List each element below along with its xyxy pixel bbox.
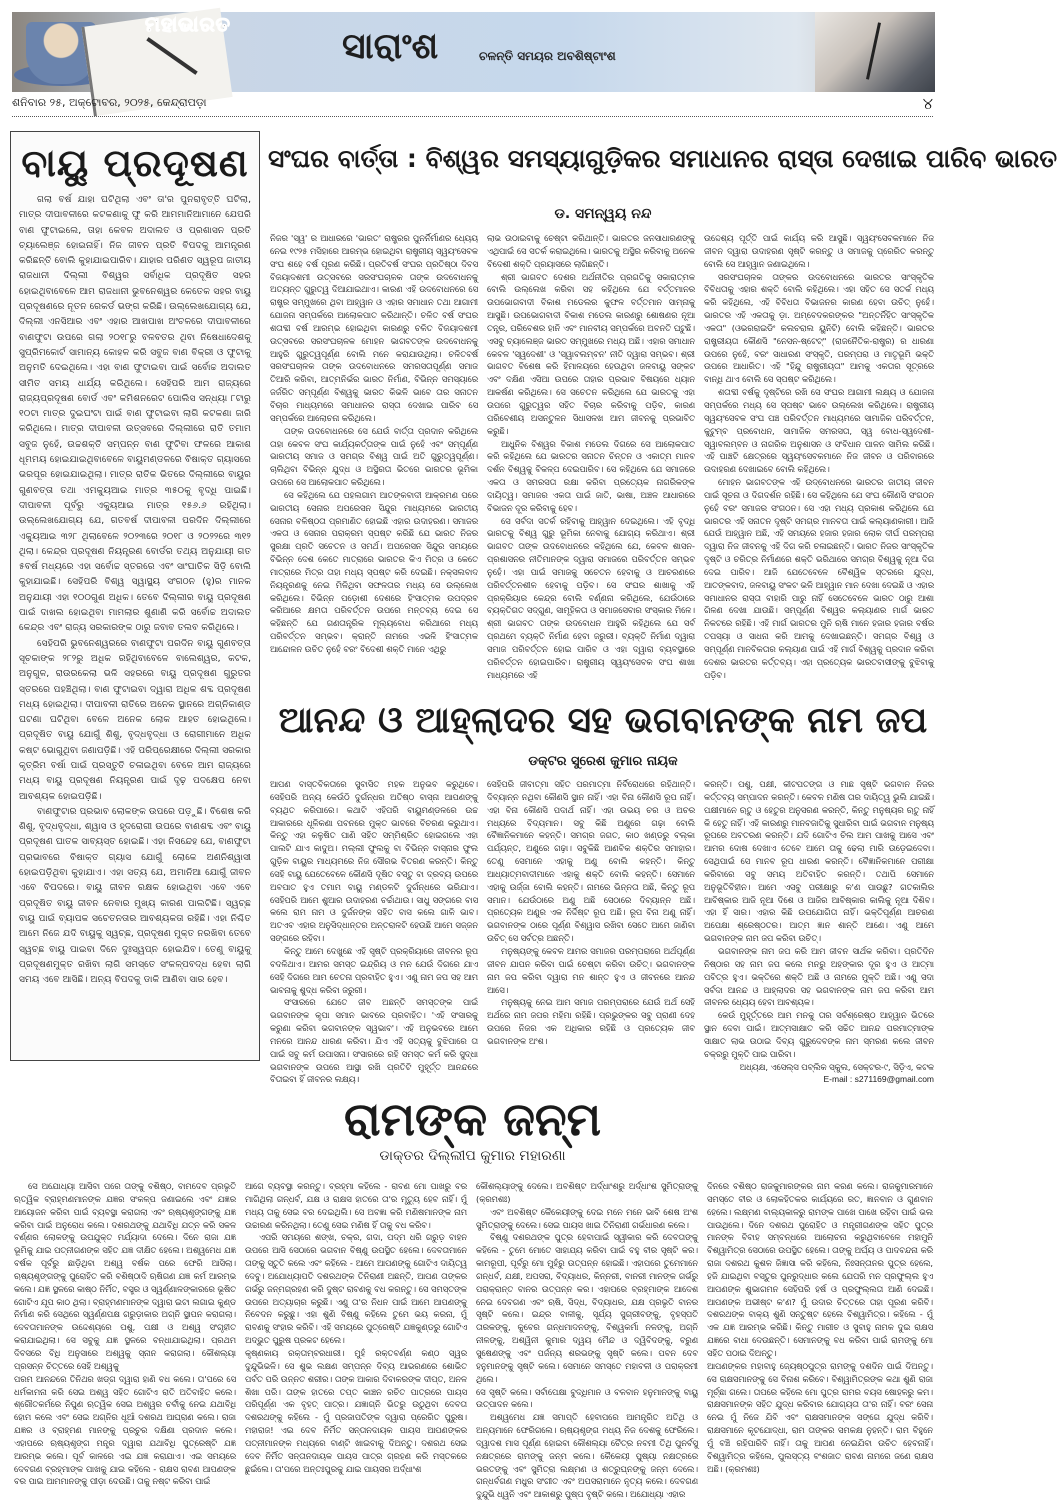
article-paragraph: ବିଷ୍ଣୁ ଦଶରଥଙ୍କ ପୁତ୍ର ହେବାପାଇଁ ସ୍ୱୀକାର କରି ଦେବତାଙ୍କୁ କହିଲେ - ତୁମେ ମୋତେ ସାହାଯ୍ୟ କରିବା ପାଇଁ ବହୁ ବୀର ସୃଷ୍ଟି କର। କାମରୂପୀ, ପୂର୍ବରୁ ମୋ ମୁହଁରୁ ଉତ୍ପନ୍ନ ହୋଇଛି। ଏହାପରେ ତୁମେମାନେ ଗନ୍ଧର୍ବ, ଯକ୍ଷୀ, ଅପସରା, ବିଦ୍ୟାଧର, କିନ୍ନରୀ, ବାନରୀ ମାନଙ୍କ ଗର୍ଭରୁ ପରାକ୍ରାନ୍ତ ବାନର ଉତ୍ପନ୍ନ କର। ଏହାପରେ ବ୍ରହ୍ମାଙ୍କ ଆଦେଶ ନେଇ ଦେବଗଣ ଏବଂ ଋଷି, ସିଦ୍ଧ, ବିଦ୍ୟାଧର, ଯକ୍ଷ ପ୍ରଭୃତି ବାନର ସୃଷ୍ଟି କଲେ। ଇନ୍ଦ୍ର ବାଳୀକୁ, ସୂର୍ଯ୍ୟ ସୁଗ୍ରୀବଙ୍କୁ, ବୃହସ୍ପତି ତାରକଙ୍କୁ, କୁବେର ଗନ୍ଧମାଦନଙ୍କୁ, ବିଶ୍ୱକର୍ମା ନଳଙ୍କୁ, ଅଗ୍ନି ନୀଳଙ୍କୁ, ଅଶ୍ୱିନୀ କୁମାର ଦ୍ୱୟ ମୈନ୍ଦ ଓ ଦ୍ୱିବିଦଙ୍କୁ, ବରୁଣ ସୁଷେଣଙ୍କୁ ଏବଂ ପର୍ଜନ୍ୟ ଶରଭଙ୍କୁ ସୃଷ୍ଟି କଲେ। ପବନ ଦେବ ହନୁମାନଙ୍କୁ ସୃଷ୍ଟି କଲେ। ସେମାନେ ସମସ୍ତେ ମହାବଳୀ ଓ ପରାକ୍ରମୀ ଥିଲେ। <box>476 1232 698 1384</box>
article-paragraph: ମନୁଷ୍ୟକୁ ନେଇ ଆମ ସମାଜ ପରମ୍ପରାରେ ଯେଉଁ ଅର୍ଥ ସେହି ଅର୍ଥରେ ନାମ ଜପର ମହିମା ରହିଛି। ପ୍ରଭୁଙ୍କର ସବୁ ପ୍ରାଣୀ ଦେହ ଉପରେ ନିଜର ଏକ ଅଧିକାର ରହିଛି ଓ ପ୍ରତ୍ୟେକ ଜୀବ ଭଗବାନଙ୍କ ଅଂଶ। <box>487 997 695 1046</box>
article-paragraph: ଏବଂ ଅବଶିଷ୍ଟ କୈକେୟୀଙ୍କୁ ଦେଇ ମନେ ମନେ ଭାବି ଶେଷ ଅଂଶ ସୁମିତ୍ରାଙ୍କୁ ଦେଲେ। ସେଇ ପାୟସ ଖାଇ ତିନିରାଣୀ ଗର୍ଭଧାରଣ କଲେ। <box>476 1206 698 1230</box>
article-2-byline: ଡକ୍ଟର ସୁରେଶ କୁମାର ନାୟକ <box>528 754 678 769</box>
article-paragraph: କିନ୍ତୁ ଆମେ ଦେଖୁଛେ ଏହି ସୃଷ୍ଟି ପ୍ରକ୍ରିୟାରେ ଜୀବନର ରୂପ ବଦଳିଥାଏ। ଆମର ସମସ୍ତ ଇନ୍ଦ୍ରିୟ ଓ ମନ ଯେଉଁ ଦିଗରେ ଯାଏ ସେହି ଦିଗରେ ଆମ ଚେତନା ପ୍ରବାହିତ ହୁଏ। ଏଣୁ ନାମ ଜପ ସହ ଆମ ଭାବନାକୁ ଶୁଦ୍ଧ କରିବା ଜରୁରୀ। <box>270 945 478 995</box>
masthead-logo: ମହାଭାରତ <box>145 12 231 36</box>
article-paragraph: ସେ ସୃଷ୍ଟି କଲେ। ସର୍ବାପେକ୍ଷା ବୁଦ୍ଧିମାନ ଓ ବଳବାନ ହନୁମାନଙ୍କୁ ବାୟୁ ଉତ୍ପାଦନ କଲେ। <box>476 1386 698 1410</box>
section-title: ସାରାଂଶ <box>342 26 439 67</box>
article-2-column-3 <box>704 778 934 1085</box>
article-1-column-2 <box>487 232 695 685</box>
article-paragraph: ଉଦ୍ଦେଶ୍ୟ ପୂର୍ତ୍ତି ପାଇଁ କାର୍ଯ୍ୟ କରି ଆସୁଛି। ସ୍ୱୟଂସେବକମାନେ ନିଜ ଜୀବନ ଦ୍ୱାରା ଉଦାହରଣ ସୃଷ୍ଟି କରନ୍ତୁ ଓ ସମାଜକୁ ପ୍ରେରିତ କରନ୍ତୁ ବୋଲି ସେ ଆହ୍ୱାନ ଜଣାଇଥିଲେ। <box>704 233 934 269</box>
editorial-paragraph: ସେହିପରି ଭୁବନେଶ୍ୱରରେ ବାଣଫୁଟା ପରଦିନ ବାୟୁ ଗୁଣବତ୍ତା ସୂଚକାଙ୍କ ୨୮୨ରୁ ଅଧିକ ରହିଥିବାବେଳେ ବାଲେଶ୍ୱର, କଟକ, ଅନୁଗୁଳ, ରାଉରକେଲା ଭଳି ସହରରେ ବାୟୁ ପ୍ରଦୂଷଣ ଗୁରୁତର ସ୍ତରରେ ପହଞ୍ଚିଥିଲା। ବାଣ ଫୁଟାଇବା ଦ୍ୱାରା ଅଧିକ ଶବ୍ଦ ପ୍ରଦୂଷଣ ମଧ୍ୟ ହୋଇଥିଲା। ଦୀପାବଳୀ ରାତିରେ ଅନେକ ସ୍ଥାନରେ ଅଗ୍ନିକାଣ୍ଡ ଘଟଣା ଘଟିଥିବା ବେଳେ ଅନେକ ଲୋକ ଆହତ ହୋଇଥିଲେ। ପ୍ରଦୂଷିତ ବାୟୁ ଯୋଗୁଁ ଶିଶୁ, ବୃଦ୍ଧବୃଦ୍ଧା ଓ ରୋଗୀମାନେ ଅଧିକ କଷ୍ଟ ଭୋଗୁଥିବା ଜଣାପଡ଼ିଛି। ଏହି ପରିପ୍ରେକ୍ଷୀରେ ଦିଲ୍ଲୀ ସରକାର କୃତ୍ରିମ ବର୍ଷା ପାଇଁ ପ୍ରସ୍ତୁତି ଚଳାଇଥିବା ବେଳେ ଆମ ରାଜ୍ୟରେ ମଧ୍ୟ ବାୟୁ ପ୍ରଦୂଷଣ ନିୟନ୍ତ୍ରଣ ପାଇଁ ଦୃଢ଼ ପଦକ୍ଷେପ ନେବା ଆବଶ୍ୟକ ହୋଇପଡ଼ିଛି। <box>19 637 251 802</box>
dateline: ଶନିବାର ୨୫, ଅକ୍ଟୋବର, ୨୦୨୫, କେନ୍ଦ୍ରାପଡ଼ା <box>12 96 207 109</box>
article-paragraph: ମୋହନ ଭାଗବତଙ୍କ ଏହି ଉଦ୍‌ବୋଧନରେ ଭାରତର ଜାତୀୟ ଜୀବନ ପାଇଁ ସୂଚନା ଓ ଦିଗଦର୍ଶନ ରହିଛି। ସେ କହିଥିଲେ ଯେ ସଂଘ କୌଣସି ସଂଗଠନ ନୁହେଁ ବରଂ ସମାଜର ସଂଗଠନ। ସେ ଏହା ମଧ୍ୟ ପ୍ରକାଶ କରିଥିଲେ ଯେ ଭାରତର ଏହି ସନାତନ ଦୃଷ୍ଟି ସମଗ୍ର ମାନବତା ପାଇଁ କଲ୍ୟାଣକାରୀ। ଆଜି ଯେଉଁ ଆହ୍ୱାନ ଅଛି, ଏହି ସମୟରେ ହଜାର ହଜାର ଲୋକ ଦୀର୍ଘ ପରମ୍ପରା ଦ୍ୱାରା ନିଜ ଜୀବନକୁ ଏହି ଦିଗ କରି ଚଳାଇଛନ୍ତି। ଭାରତ ନିଜର ସାଂସ୍କୃତିକ ଦୃଷ୍ଟି ଓ ଚରିତ୍ର ନିର୍ମାଣରେ ଶକ୍ତି ଭରିଥାରେ ସମଗ୍ର ବିଶ୍ୱକୁ ନୂଆ ଦିଗ ଦେଇ ପାରିବ। ଆଜି ଯେତେବେଳେ ବୈଶ୍ୱିକ ସ୍ତରରେ ଯୁଦ୍ଧ, ଆତଙ୍କବାଦ, ଜଳବାୟୁ ସଂକଟ ଭଳି ଆହ୍ୱାନ ମାନ ଦେଖା ଦେଇଛି ଓ ଏହାର ସମାଧାନର ରାସ୍ତା ବାହାରି ପାରୁ ନାହିଁ ସେତେବେଳେ ଭାରତ ଠାରୁ ଆଶା ଗିଳଣ ଦେଖା ଯାଉଛି। ସମ୍ପୂର୍ଣ୍ଣ ବିଶ୍ୱର କଲ୍ୟାଣର ମାର୍ଗ ଭାରତ ନିକଟରେ ରହିଛି। ଏହି ମାର୍ଗ ଭାରତର ମୁନି ଋଷି ମାନେ ହଜାର ହଜାର ବର୍ଷର ତପସ୍ୟା ଓ ସାଧନା କରି ଆମକୁ ଦେଖାଇଛନ୍ତି। ସମଗ୍ର ବିଶ୍ୱ ଓ ସମ୍ପୂର୍ଣ୍ଣ ମାନବିକତାର କଲ୍ୟାଣ ପାଇଁ ଏହି ମାର୍ଗ ବିଶ୍ୱକୁ ପ୍ରଦାନ କରିବା ଦେଶର ଭାରତର କର୍ତ୍ତବ୍ୟ। ଏହା ପ୍ରତ୍ୟେକ ଭାରତବାସୀଙ୍କୁ ବୁଝିବାକୁ ପଡ଼ିବ। <box>704 477 934 680</box>
article-3-column-2 <box>245 1180 467 1474</box>
article-paragraph: ଲାଭ ଉଠାଇବାକୁ ଚେଷ୍ଟା କରିଥାନ୍ତି। ଭାରତର ଜନସାଧାରଣଙ୍କୁ ଏଥିପାଇଁ ସେ ସତର୍କ କରାଇଥିଲେ। ଭାରତକୁ ଅସ୍ଥିର କରିବାକୁ ଅନେକ ବିଦେଶୀ ଶକ୍ତି ପ୍ରୟାସରେ ଲାଗିଛନ୍ତି। <box>487 233 695 269</box>
article-paragraph: ଦିନରେ ବଶିଷ୍ଠ ରାଜକୁମାରଙ୍କର ନାମ କରଣ କଲେ। ରାଜକୁମାରମାନେ ସମସ୍ତେ ବୀର ଓ ଲୋକହିତକର କାର୍ଯ୍ୟରେ ରତ, ଜ୍ଞାନବାନ ଓ ଗୁଣବାନ ହେଲେ। ଲକ୍ଷ୍ମଣ ବାଲ୍ୟକାଳରୁ ରାମଙ୍କ ପାଖେ ପାଖେ ରହିବା ପାଇଁ ଭଲ ପାଉଥିଲେ। ଦିନେ ଦଶରଥ ପୁରୋହିତ ଓ ମନ୍ତ୍ରୀଗଣଙ୍କ ସହିତ ପୁତ୍ର ମାନଙ୍କ ବିବାହ ସମ୍ବନ୍ଧରେ ଆଲୋଚନା କରୁଥିବାବେଳେ ମହାମୁନି ବିଶ୍ୱାମିତ୍ର ସେଠାରେ ଉପସ୍ଥିତ ହେଲେ। ତାଙ୍କୁ ଅର୍ଘ୍ୟ ଓ ପାଦବନ୍ଦନା କରି ରାଜା ଦଶରଥ କୁଶଳ ଜିଜ୍ଞାସା କରି କହିଲେ, ନିଃସନ୍ତାନର ପୁତ୍ର ହେଲେ, ହଜି ଯାଇଥିବା ବସ୍ତୁର ପୁନରୁଦ୍ଧାର କଲେ ଯେପରି ମନ ପ୍ରଫୁଲ୍ଲ ହୁଏ ଆପଣଙ୍କ ଶୁଭାଗମନ ସେହିପରି ହର୍ଷ ଓ ପ୍ରଫୁଲ୍ଲତା ଆଣି ଦେଇଛି। ଆପଣଙ୍କ ଅଭୀଷ୍ଟ କ'ଣ? ମୁଁ ଉଦାର ଚିତ୍ତରେ ତାହା ପୂରଣ କରିବି। ଦଶରଥଙ୍କ ବାକ୍ୟ ଶୁଣି ସନ୍ତୁଷ୍ଟ ହେଲେ ବିଶ୍ୱାମିତ୍ର। କହିଲେ - ମୁଁ ଏକ ଯଜ୍ଞ ଆରମ୍ଭ କରିଛି। କିନ୍ତୁ ମାରୀଚ ଓ ସୁବାହୁ ନାମକ ଦୁଇ ରାକ୍ଷସ ଯଜ୍ଞରେ ବାଧା ଦେଉଛନ୍ତି। ସେମାନଙ୍କୁ ବଧ କରିବା ପାଇଁ ରାମଙ୍କୁ ମୋ ସହିତ ପଠାଇ ଦିଅନ୍ତୁ। <box>707 1181 933 1358</box>
section-banner <box>12 12 935 92</box>
editorial-box <box>10 131 260 1061</box>
article-paragraph: ଶତାବ୍ଦୀ ବର୍ଷକୁ ଦୃଷ୍ଟିରେ ରଖି ସେ ସଂଘର ଆଗାମୀ ଲକ୍ଷ୍ୟ ଓ ଯୋଜନା ସମ୍ପର୍କରେ ମଧ୍ୟ ସେ ସ୍ପଷ୍ଟ ଭାବେ ଉଲ୍ଲେଖ କରିଥିଲେ। ରାଷ୍ଟ୍ରୀୟ ସ୍ୱୟଂସେବକ ସଂଘ ପଞ୍ଚ ପରିବର୍ତ୍ତନ ମାଧ୍ୟମରେ ସାମାଜିକ ପରିବର୍ତ୍ତନ, କୁଟୁମ୍ବ ପ୍ରବୋଧନ, ସାମାଜିକ ସମରସତା, ସ୍ୱ ବୋଧ-ସ୍ୱଦେଶୀ-ସ୍ୱାବଲମ୍ବନ ଓ ନାଗରିକ ଅନୁଶାସନ ଓ ସଂବିଧାନ ପାଳନ ସାମିଲ କରିଛି। ଏହି ପାଞ୍ଚଟି କ୍ଷେତ୍ରରେ ସ୍ୱୟଂସେବକମାନେ ନିଜ ଜୀବନ ଓ ପରିବାରରେ ଉଦାହରଣ ଦେଖାଇବେ ବୋଲି କହିଥିଲେ। <box>704 387 934 475</box>
article-paragraph: କେଉଁ ମୁହୂର୍ତ୍ତରେ ଆମ ମନକୁ ତାର ସର୍ବଶ୍ରେଷ୍ଠ ଆହ୍ୱାନ ଭିତରେ ସ୍ଥାନ ଦେବା ପାଇଁ। ଆତ୍ମସାକ୍ଷାତ କରି ସଚ୍ଚିତ ଆନନ୍ଦ ପରମାତ୍ମାଙ୍କ ସାକ୍ଷାତ ଲାଭ ଉଠାଇ ଦିବ୍ୟ ଗୁରୁଦେବଙ୍କ ନାମ ସ୍ମରଣ କଲେ ଜୀବନ ଚକ୍ରରୁ ମୁକ୍ତି ପାଇ ପାରିବା। <box>704 1010 934 1059</box>
article-3-column-3 <box>476 1180 698 1500</box>
article-paragraph: ଭଗବାନଙ୍କ ନାମ ଜପ କରି ଆମ ଜୀବନ ସାର୍ଥକ କରିବା। ପ୍ରତିଦିନ ନିଷ୍ଠାର ସହ ନାମ ଜପ କଲେ ମନରୁ ଅହଙ୍କାର ଦୂର ହୁଏ ଓ ଆତ୍ମା ପବିତ୍ର ହୁଏ। ଭକ୍ତିରେ ଶକ୍ତି ଅଛି ଓ ନାମରେ ମୁକ୍ତି ଅଛି। ଏଣୁ ସଦା ସର୍ବଦା ଆନନ୍ଦ ଓ ଆହ୍ଲାଦର ସହ ଭଗବାନଙ୍କ ନାମ ଜପ କରିବା ଆମ ଜୀବନର ଧ୍ୟେୟ ହେବା ଆବଶ୍ୟକ। <box>704 945 934 1008</box>
article-paragraph: ତାଙ୍କ ଉଦବୋଧନରେ ସେ ଯେଉଁ ବାର୍ତ୍ତା ପ୍ରଦାନ କରିଥିଲେ ତାହା କେବଳ ସଂଘ କାର୍ଯ୍ୟକର୍ତ୍ତାଙ୍କ ପାଇଁ ନୁହେଁ ଏବଂ ସମ୍ପୂର୍ଣ୍ଣ ଭାରତୀୟ ସମାଜ ଓ ସମଗ୍ର ବିଶ୍ୱ ପାଇଁ ଅତି ଗୁରୁତ୍ୱପୂର୍ଣ୍ଣ। ଚାଲିଥିବା ବିଭିନ୍ନ ଯୁଦ୍ଧ ଓ ଅସ୍ଥିରତା ଭିତରେ ଭାରତର ଭୂମିକା ଉପରେ ସେ ଆଲୋକପାତ କରିଥିଲେ। <box>270 425 478 488</box>
article-paragraph: ସେ ଅଯୋଧ୍ୟା ଆସିବା ପରେ ତାଙ୍କୁ ବଶିଷ୍ଠ, ବାମଦେବ ପ୍ରଭୃତି ଋତ୍ୱିକ ବ୍ରାହ୍ମଣମାନଙ୍କ ଯଜ୍ଞର ସଂକଳ୍ପ ଜଣାଇଲେ ଏବଂ ଯଜ୍ଞର ଆୟୋଜନ କରିବା ପାଇଁ ବ୍ୟବସ୍ଥା କରାଗଲା ଏବଂ ଋଷ୍ୟଶୃଙ୍ଗଙ୍କୁ ଯଜ୍ଞ କରିବା ପାଇଁ ଅନୁରୋଧ କଲେ। ଦଶରଥଙ୍କୁ ଯଥାବିଧି ଯତ୍ନ କରି ସକଳ ବର୍ଣ୍ଣର ଲୋକଙ୍କୁ ଉପଯୁକ୍ତ ମର୍ଯ୍ୟାଦା ଦେଲେ। ଦିନେ ରାଜା ଯଜ୍ଞ ଭୂମିକୁ ଯାଇ ପତ୍ନୀଗଣଙ୍କ ସହିତ ଯଜ୍ଞ ଦୀକ୍ଷିତ ହେଲେ। ଅଶ୍ୱମେଧ ଯଜ୍ଞ ବର୍ଷକ ପୂର୍ବରୁ ଛାଡ଼ିଥିବା ଅଶ୍ୱ ବର୍ଷକ ପରେ ଫେରି ଆସିଲା। ଋଷ୍ୟଶୃଙ୍ଗଙ୍କୁ ପୁରୋହିତ କରି ବଶିଷ୍ଠାଦି ଋଷିଗଣ ଯଜ୍ଞ କର୍ମ ଆରମ୍ଭ କଲେ। ଯଜ୍ଞ ସ୍ଥଳରେ କାଷ୍ଠ ନିର୍ମିତ, ବସ୍ତ୍ର ଓ ସ୍ୱର୍ଣ୍ଣାଳଙ୍କାରରେ ଭୂଷିତ ଗୋଟିଏ ଯୂପ କାଠ ଥିଲା। ବ୍ରାହ୍ମଣମାନଙ୍କ ଦ୍ୱାରା ଇଟା ଲଗାଇ କୁଣ୍ଡ ନିର୍ମାଣ କରି ସେଥିରେ ସ୍ୱର୍ଣ୍ଣପକ୍ଷ ଗରୁଡ଼ାକାର ଅଗ୍ନି ସ୍ଥାପନ କରାଗଲା। ଦେବତାମାନଙ୍କ ଉଦ୍ଦେଶ୍ୟରେ ପଶୁ, ପକ୍ଷୀ ଓ ଅଶ୍ୱ ସଂଗୃହୀତ କରାଯାଇଥିଲା। ସେ ସବୁକୁ ଯଜ୍ଞ ସ୍ଥଳରେ ବନ୍ଧାଯାଇଥିଲା। ପ୍ରଥମ ଦିବସରେ ବିଧି ଅନୁସାରେ ଅଶ୍ୱକୁ ସ୍ନାନ କରାଗଲା। କୌଶଲ୍ୟା ପ୍ରସନ୍ନ ଚିତ୍ତରେ ସେହି ଅଶ୍ୱକୁ <box>14 1181 236 1371</box>
article-paragraph: ଏପରି ସମୟରେ ଶଙ୍ଖ, ଚକ୍ର, ଗଦା, ପଦ୍ମ ଧରି ଗରୁଡ଼ ବାହନ ଉପରେ ଆସି ସେଠାରେ ଭଗବାନ ବିଷ୍ଣୁ ଉପସ୍ଥିତ ହେଲେ। ଦେବତାମାନେ ତାଙ୍କୁ ସ୍ତୁତି କଲେ ଏବଂ କହିଲେ - ଆମେ ଆପଣଙ୍କୁ ଗୋଟିଏ ଦାୟିତ୍ୱ ଦେବୁ। ଅଯୋଧ୍ୟାପତି ଦଶରଥଙ୍କ ତିନିରାଣୀ ଅଛନ୍ତି, ଆପଣ ତାଙ୍କର ଗର୍ଭରୁ ଜନ୍ମଗ୍ରହଣ କରି ଦୁଷ୍ଟ ରାବଣକୁ ବଧ କରନ୍ତୁ। ସେ ସମସ୍ତଙ୍କ ଉପରେ ଅତ୍ୟାଚାର କରୁଛି। ଏଣୁ ତା'ର ନିଧନ ପାଇଁ ଆମେ ଆପଣଙ୍କୁ ନିବେଦନ କରୁଛୁ। ଏହା ଶୁଣି ବିଷ୍ଣୁ କହିଲେ ତୁମେ ଭୟ କରନା, ମୁଁ ରାବଣକୁ ସଂହାର କରିବି। ଏହି ସମୟରେ ପୁତ୍ରେଷ୍ଟି ଯଜ୍ଞକୁଣ୍ଡରୁ ଗୋଟିଏ ଅଦ୍ଭୁତ ପୁରୁଷ ପ୍ରକଟ ହେଲେ। <box>245 1232 467 1346</box>
article-paragraph: ଆପଣଙ୍କର ମହାବାହୁ ଜ୍ୟେଷ୍ଠପୁତ୍ର ରାମଙ୍କୁ ଦଶଦିନ ପାଇଁ ଦିଅନ୍ତୁ। ସେ ରାକ୍ଷସମାନଙ୍କୁ ସେ ବିନାଶ କରିବେ। ବିଶ୍ୱାମିତ୍ରଙ୍କ କଥା ଶୁଣି ରାଜା ମୂର୍ଚ୍ଛା ଗଲେ। ତାପରେ କହିଲେ ମୋ ପୁତ୍ର ରାମର ବୟସ ଷୋହଳରୁ କମ। ରାକ୍ଷସମାନଙ୍କ ସହିତ ଯୁଦ୍ଧ କରିବାର ଯୋଗ୍ୟତା ତା'ର ନାହିଁ। ବରଂ ସେନା ନେଇ ମୁଁ ନିଜେ ଯିବି ଏବଂ ରାକ୍ଷସମାନଙ୍କ ସଙ୍ଗେ ଯୁଦ୍ଧ କରିବି। ରାକ୍ଷସମାନେ କୂଟଯୋଦ୍ଧା, ରାମ ତାଙ୍କର ସମକକ୍ଷ ନୁହନ୍ତି। ରାମ ବିହୁନେ ମୁଁ ବଞ୍ଚି ରହିପାରିବି ନାହିଁ। ତାକୁ ଆପଣ ନେଇଯିବା ଉଚିତ ହେବନାହିଁ। ବିଶ୍ୱାମିତ୍ର କହିଲେ, ପୁଲସ୍ତ୍ୟ ବଂଶଜାତ ରାବଣ ନାମରେ ଜଣେ ରାକ୍ଷସ ଅଛି। (କ୍ରମଶଃ) <box>707 1360 933 1474</box>
article-1-byline: ଡ. ସମନ୍ୱୟ ନନ୍ଦ <box>554 206 652 222</box>
editorial-title: ବାୟୁ ପ୍ରଦୂଷଣ <box>21 141 249 185</box>
article-1-column-1 <box>270 232 478 685</box>
article-paragraph: ସରସଂଘଚାଳକ ତାଙ୍କର ଉଦବୋଧନରେ ଭାରତର ସାଂସ୍କୃତିକ ବିବିଧତାକୁ ଏହାର ଶକ୍ତି ବୋଲି କହିଥିଲେ। ଏହା ସହିତ ସେ ସତର୍କ ମଧ୍ୟ କରି କହିଥିଲେ, ଏହି ବିବିଧତା ବିଭାଜନର କାରଣ ହେବା ଉଚିତ୍ ନୁହେଁ। ଭାରତର ଏହି ଏକତାକୁ ଡ଼ା. ଅମ୍ବେଦକରଙ୍କର "ଅନ୍ତର୍ନିହିତ ସାଂସ୍କୃତିକ ଏକତା" (ଓଭରରାଇଡିଂ କଲଚରାଲ ୟୁନିଟି) ବୋଲି କହିଛନ୍ତି। ଭାରତର ରାଷ୍ଟ୍ରୀୟତା କୌଣସି "ନେସନ-ଷ୍ଟେଟ୍" (ରାଜନୈତିକ-ରାଷ୍ଟ୍ର) ର ଧାରଣା ଉପରେ ନୁହେଁ, ବରଂ ସାଧାରଣ ସଂସ୍କୃତି, ପରମ୍ପରା ଓ ମାତୃଭୂମି ଭକ୍ତି ଉପରେ ଆଧାରିତ। ଏହି "ହିନ୍ଦୁ ରାଷ୍ଟ୍ରୀୟତା" ଆମକୁ ଏକତାର ସୂତ୍ରରେ ବାନ୍ଧି ଥାଏ ବୋଲି ସେ ସ୍ପଷ୍ଟ କରିଥିଲେ। <box>704 271 934 385</box>
author-email: E-mail : s271169@gmail.com <box>823 1074 934 1085</box>
header-divider <box>12 116 933 117</box>
article-paragraph: ପରମ ଆନନ୍ଦରେ ତିନିଥର ଖଡ୍ଗ ଦ୍ୱାରା ହାଣି ବଧ କଲେ। ତା'ପରେ ସେ ଧର୍ମକାମନା କରି ସେଇ ଅଶ୍ୱ ସହିତ ଗୋଟିଏ ରାତି ଅତିବାହିତ କଲେ। ଶ୍ରୌତକର୍ମରେ ନିପୁଣ ଋତ୍ୱିକ ସେଇ ଅଶ୍ୱର ଚର୍ବୀକୁ ନେଇ ଯଥାବିଧି ହୋମ କଲେ ଏବଂ ସେଇ ଅଗ୍ନିର ଧୂଆଁ ଦଶରଥ ଆଘ୍ରାଣ କଲେ। ରାଜା ଯଜ୍ଞର ଓ ବ୍ରାହ୍ମଣ ମାନଙ୍କୁ ପ୍ରଚୁର ଦକ୍ଷିଣା ପ୍ରଦାନ କଲେ। ଏହାପରେ ଋଷ୍ୟଶୃଙ୍ଗ ମନ୍ତ୍ର ଦ୍ୱାରା ଯଥାବିଧି ପୁତ୍ରେଷ୍ଟି ଯଜ୍ଞ ଆରମ୍ଭ କଲେ। ପୂର୍ବ କାଳରେ ଏଇ ଯଜ୍ଞ କରାଯାଏ। ଏଇ ସମୟରେ ଦେବଗଣ ବ୍ରହ୍ମାଙ୍କ ପାଖକୁ ଯାଇ କହିଲେ - ରାକ୍ଷସ ରାବଣ ଆପଣଙ୍କ ବର ପାଇ ଆମମାନଙ୍କୁ ପୀଡ଼ା ଦେଉଛି। ତାକୁ ନଷ୍ଟ କରିବା ପାଇଁ <box>14 1373 236 1487</box>
author-designation: ଅଧ୍ୟକ୍ଷ, ଏସେଲ୍ସ ପବ୍ଲିକ ସ୍କୁଲ, ସେକ୍ଟର-୯, ସିଡ଼ିଏ, କଟକ <box>739 1061 934 1072</box>
article-paragraph: କୌଶଲ୍ୟାଙ୍କୁ ଦେଲେ। ଅବଶିଷ୍ଟ ଅର୍ଦ୍ଧାଂଶରୁ ଅର୍ଦ୍ଧାଂଶ ସୁମିତ୍ରାଙ୍କୁ (କ୍ରମଶଃ) <box>476 1181 698 1204</box>
article-3-column-4 <box>707 1180 933 1474</box>
article-paragraph: ସେହିପରି ଜୀବାତ୍ମା ସହିତ ପରମାତ୍ମା ନିର୍ବିରୋଧରେ ରହିଥାନ୍ତି। ଦିବ୍ୟାନ୍ନ ନଥିବା କୌଣସି ସ୍ଥାନ ନାହିଁ। ଏହା ବିନା କୌଣସି ରୂପ ନାହିଁ। ଏହା ବିନା କୌଣସି ପଦାର୍ଥ ନାହିଁ। ଏହା ଉଭୟ ଚର ଓ ଅଚର ମଧ୍ୟରେ ବିଦ୍ୟମାନ। ସବୁ କିଛି ଅଣୁରେ ଗଢ଼ା ବୋଲି ବୈଜ୍ଞାନିକମାନେ କହନ୍ତି। ସମଗ୍ର ଜଗତ, କାଠ ଖଣ୍ଡରୁ ବଲ୍କା ପର୍ଯ୍ୟନ୍ତ, ଅଣୁରେ ଗଢ଼ା। ସବୁକିଛି ଆଣବିକ ଶକ୍ତିର ସମାହାର। ତେଣୁ ସେମାନେ ଏହାକୁ ଅଣୁ ବୋଲି କହନ୍ତି। କିନ୍ତୁ ଆଧ୍ୟାତ୍ମବାଦୀମାନେ ଏହାକୁ ଶକ୍ତି ବୋଲି କହନ୍ତି। ସେମାନେ ଏହାକୁ ଉର୍ଜ୍ଜା ବୋଲି କହନ୍ତି। ନାମରେ ଭିନ୍ନତା ଅଛି, କିନ୍ତୁ ରୂପ ସମାନ। ଯେଉଁଠାରେ ଅଣୁ ଅଛି ସେଠାରେ ଦିବ୍ୟାନ୍ନ ଅଛି। ପ୍ରତ୍ୟେକ ଅଣୁର ଏକ ନିର୍ଦ୍ଦିଷ୍ଟ ରୂପ ଅଛି। ରୂପ ବିନା ଅଣୁ ନାହିଁ। ଭଗବାନଙ୍କ ଠାରେ ପୂର୍ଣ୍ଣ ବିଶ୍ୱାସ ରଖିବା ସେତେ ଆମେ ଜାଣିବା ଉଚିତ୍ ସେ ସର୍ବତ୍ର ଅଛନ୍ତି। <box>487 779 695 944</box>
article-1-headline: ସଂଘର ବାର୍ତ୍ତା : ବିଶ୍ୱର ସମସ୍ୟାଗୁଡ଼ିକର ସମାଧାନର ରାସ୍ତା ଦେଖାଇ ପାରିବ ଭାରତ <box>268 144 1057 173</box>
article-paragraph: ସେ ସର୍ବଦା ସତର୍କ ରହିବାକୁ ଆହ୍ୱାନ ଦେଇଥିଲେ। ଏହି ବୃଦ୍ଧି ଭାରତକୁ ବିଶ୍ୱ ଗୁରୁ ଭୂମିକା ନେବାକୁ ଯୋଗ୍ୟ କରିଥାଏ। ଶ୍ରୀ ଭାଗବତ ତାଙ୍କ ଉଦବୋଧନରେ କହିଥିଲେ ଯେ, କେବଳ ଶାସନ-ପ୍ରଶାସନର ନୀତିମାନଙ୍କ ଦ୍ୱାରା ସମାଜରେ ପରିବର୍ତ୍ତନ ସମ୍ଭବ ନୁହେଁ। ଏହା ପାଇଁ ସମାଜକୁ ସଚେତନ ହେବାକୁ ଓ ଆଚରଣରେ ପରିବର୍ତ୍ତନଶୀଳ ହେବାକୁ ପଡ଼ିବ। ସେ ସଂଘର ଶାଖାକୁ ଏହି ପ୍ରକ୍ରିୟାର କେନ୍ଦ୍ର ବୋଲି ବର୍ଣ୍ଣନା କରିଥିଲେ, ଯେଉଁଠାରେ ବ୍ୟକ୍ତିଗତ ସଦ୍‌ଗୁଣ, ସାମୂହିକତା ଓ ସମାଜସେବାର ସଂସ୍କାର ମିଳେ। ଶ୍ରୀ ଭାଗବତ ତାଙ୍କ ଉଦବୋଧନ ଆହୁରି କହିଥିଲେ ଯେ ସର୍ବ ପ୍ରଥମେ ବ୍ୟକ୍ତି ନିର୍ମାଣ ହେବା ଜରୁରୀ। ବ୍ୟକ୍ତି ନିର୍ମାଣ ଦ୍ୱାରା ସମାଜ ପରିବର୍ତ୍ତନ ହୋଇ ପାରିବ ଓ ଏହା ଦ୍ୱାରା ବ୍ୟବସ୍ଥାରେ ପରିବର୍ତ୍ତନ ହୋଇପାରିବ। ରାଷ୍ଟ୍ରୀୟ ସ୍ୱୟଂସେବକ ସଂଘ ଶାଖା ମାଧ୍ୟମରେ ଏହି <box>487 515 695 680</box>
article-2-column-2 <box>487 778 695 1070</box>
article-paragraph: ଆଧୁନିକ ବିଶ୍ୱର ବିକାଶ ମଡେଲ ଦିଗରେ ସେ ଆଲୋକପାତ କରି କହିଥିଲେ ଯେ ଭାରତର ସନାତନ ଚିନ୍ତନ ଓ ଏକାତ୍ମ ମାନବ ଦର୍ଶନ ବିଶ୍ୱକୁ ବିକଳ୍ପ ଦେଇପାରିବ। ସେ କହିଥିଲେ ଯେ ସମାଜରେ ଏକତା ଓ ସମରସତା ରକ୍ଷା କରିବା ପ୍ରତ୍ୟେକ ନାଗରିକଙ୍କ ଦାୟିତ୍ୱ। ସମାଜର ଏକତା ପାଇଁ ଜାତି, ଭାଷା, ଅଞ୍ଚଳ ଆଧାରରେ ବିଭାଜନ ଦୂର କରିବାକୁ ହେବ। <box>487 438 695 513</box>
writing-hand-image <box>815 12 935 92</box>
editorial-paragraph: ଗଲା ବର୍ଷ ଯାହା ଘଟିଥିଲା ଏବଂ ତା'ର ପୁନରାବୃତ୍ତି ଘଟିଲା, ମାତ୍ର ଦୀପାବଳୀରେ କଟକଣାକୁ ଫୁ କରି ଆମମାନିଆମାନେ ଯେପରି ବାଣ ଫୁଟାଇଲେ, ତାହା କେବଳ ଅଦାଲତ ଓ ପ୍ରଶାସନ ପ୍ରତି ଚ୍ୟାଲେଞ୍ଜ ହୋଇନାହିଁ। ନିଜ ଜୀବନ ପ୍ରତି ବିପଦକୁ ଆମନ୍ତ୍ରଣ କରିଛନ୍ତି ବୋଲି କୁହାଯାଇପାରିବ। ଯାହାର ପରିଣତ ସ୍ୱରୂପ ଜାତୀୟ ରାଜଧାନୀ ଦିଲ୍ଲୀ ବିଶ୍ୱର ସର୍ବାଧିକ ପ୍ରଦୂଷିତ ସହର ହୋଇଥିବାବେଳେ ଆମ ରାଜଧାନୀ ଭୁବନେଶ୍ୱର କେତେକ ସହର ବାୟୁ ପ୍ରଦୂଷଣରେ ନୂତନ ରେକର୍ଡ ଭଙ୍ଗ କରିଛି। ଉଲ୍ଲେଖଯୋଗ୍ୟ ଯେ, ଦିଲ୍ଲୀ ଏନସିଆର ଏବଂ ଏହାର ଆଖପାଖ ଅଂଚଳରେ ଦୀପାବଳୀରେ ବାଣଫୁଟା ଉପରେ ଗଲା ୨୦୧୮ରୁ ବଳବତର ଥିବା ନିଷେଧାଦେଶକୁ ସୁପ୍ରିମକୋର୍ଟ ସାମାନ୍ୟ କୋହଳ କରି ସବୁଜ ବାଣ ବିକ୍ରୀ ଓ ଫୁଟାକୁ ଅନୁମତି ଦେଇଥିଲେ। ଏହା ବାଣ ଫୁଟାଇବା ପାଇଁ ସର୍ବୋଚ୍ଚ ଅଦାଲତ ସୀମିତ ସମୟ ଧାର୍ଯ୍ୟ କରିଥିଲେ। ସେହିପରି ଆମ ରାଜ୍ୟରେ ରାଜ୍ୟପ୍ରଦୂଷଣ ବୋର୍ଡ ଏବଂ କମିଶନରେଟ ପୋଲିସ ସନ୍ଧ୍ୟା ୮ଟାରୁ ୧୦ଟା ମାତ୍ର ଦୁଇଘଂଟା ପାଇଁ ବାଣ ଫୁଟାଇବା ଲାଗି କଟକଣା ଜାରି କରିଥିଲେ। ମାତ୍ର ଦୀପାବଳୀ ଉତ୍ସବରେ ଦିଲ୍ଲୀରେ ରାତି ତମାମ ସବୁଜ ନୁହେଁ, ଉଚ୍ଚଶକ୍ତି ସମ୍ପନ୍ନ ବାଣ ଫୁଟିବା ଫଳରେ ଆକାଶ ଧୂମମୟ ହୋଇଯାଇଥିବାବେଳେ ବାୟୁମଣ୍ଡଳରେ ବିଷାକ୍ତ ଗ୍ୟାସରେ ଭରପୂର ହୋଇଯାଇଥିଲା। ମାତ୍ର ରାତିକ ଭିତରେ ଦିଲ୍ଲୀରେ ବାୟୁର ଗୁଣବତ୍ତା ତଥା ଏମକ୍ୟୁଆଇ ମାତ୍ର ୩୫୦କୁ ବୃଦ୍ଧି ପାଇଛି। ଦୀପାବଳୀ ପୂର୍ବରୁ ଏକ୍ୟୁଆଇ ମାତ୍ର ୧୫୬.୬ ରହିଥିଲା। ଉଲ୍ଲେଖଯୋଗ୍ୟ ଯେ, ଗତବର୍ଷ ଦୀପାବଳୀ ପରଦିନ ଦିଲ୍ଲୀରେ ଏକ୍ୟୁଆଇ ୩୨୮ ଥିଲାବେଳେ ୨୦୨୩ରେ ୨୦୧୮ ଓ ୨୦୨୨ରେ ୩୧୨ ଥିଲା। କେନ୍ଦ୍ର ପ୍ରଦୂଷଣ ନିୟନ୍ତ୍ରଣ ବୋର୍ଡର ତଥ୍ୟ ଅନୁଯାୟୀ ଗତ ୫ବର୍ଷ ମଧ୍ୟରେ ଏହା ସର୍ବୋଚ୍ଚ ସ୍ତରରେ ଏବଂ ସାଂଘାତିକ ସିଡ଼ି ବୋଲି କୁହାଯାଇଛି। ସେହିପରି ବିଶ୍ୱ ସ୍ୱାସ୍ଥ୍ୟ ସଂଗଠନ (ହୁ)ର ମାନକ ଅନୁଯାୟୀ ଏହା ୧୦୦ଗୁଣ ଅଧିକ। ତେବେ ଦିଲ୍ଲୀର ବାୟୁ ପ୍ରଦୂଷଣ ପାଇଁ ଦାଖଲ ହୋଇଥିବା ମାମଲାର ଶୁଣାଣି କରି ସର୍ବୋଚ୍ଚ ଅଦାଲତ କେନ୍ଦ୍ର ଏବଂ ରାଜ୍ୟ ସରକାରଙ୍କ ଠାରୁ ଜବାବ ତଲବ କରିଥିଲେ। <box>19 194 251 634</box>
article-3-byline: ଡାକ୍ତର ଦିଲ୍ଲୀପ କୁମାର ମହାରଣା <box>379 1148 566 1164</box>
article-paragraph: ନିଜର 'ସ୍ୱ' ର ଆଧାରରେ 'ଭାରତ' ରାଷ୍ଟ୍ରର ପୁନର୍ନିର୍ମାଣର ଧ୍ୟେୟ ନେଇ ୧୯୨୫ ମସିହାରେ ଆରମ୍ଭ ହୋଇଥିବା ରାଷ୍ଟ୍ରୀୟ ସ୍ୱୟଂସେବକ ସଂଘ ଶହେ ବର୍ଷ ପୂରଣ କରିଛି। ପ୍ରତିବର୍ଷ ସଂଘର ପ୍ରତିଷ୍ଠା ଦିବସ ବିଜୟାଦଶମୀ ଉତ୍ସବରେ ସରସଂଘଚାଳକ ତାଙ୍କ ଉଦବୋଧନକୁ ଅତ୍ୟନ୍ତ ଗୁରୁତ୍ୱ ଦିଆଯାଇଥାଏ। କାରଣ ଏହି ଉଦବୋଧନରେ ସେ ରାଷ୍ଟ୍ର ସମ୍ମୁଖରେ ଥିବା ଆହ୍ୱାନ ଓ ଏହାର ସମାଧାନ ତଥା ଆଗାମୀ ଯୋଜନା ସମ୍ପର୍କରେ ଆଲୋକପାତ କରିଥାନ୍ତି। ଚଳିତ ବର୍ଷ ସଂଘର ଶତାବ୍ଦୀ ବର୍ଷ ଆରମ୍ଭ ହୋଇଥିବା କାରଣରୁ ଚଳିତ ବିଜୟାଦଶମୀ ଉତ୍ସବରେ ସରସଂଘଚାଳକ ମୋହନ ଭାଗବତଙ୍କ ଉଦବୋଧନକୁ ଆହୁରି ଗୁରୁତ୍ୱପୂର୍ଣ୍ଣ ବୋଲି ମନେ କରାଯାଉଥିଲା। ଚଳିତବର୍ଷ ସରସଂଘଚାଳକ ତାଙ୍କ ଉଦବୋଧନରେ ସମରସତାପୂର୍ଣ୍ଣ ସମାଜ ତିଆରି କରିବା, ଆତ୍ମନିର୍ଭର ଭାରତ ନିର୍ମାଣ, ବିଭିନ୍ନ ସମସ୍ୟାରେ ଜର୍ଜରିତ ସମ୍ପୂର୍ଣ୍ଣ ବିଶ୍ୱକୁ ଭାରତ କିଭଳି ଭାବେ ତାର ସନାତନ ବିଚାର ମାଧ୍ୟମରେ ସମାଧାନର ରାସ୍ତା ଦେଖାଇ ପାରିବ ସେ ସମ୍ପର୍କରେ ଆଲୋଚନା କରିଥିଲେ। <box>270 233 478 423</box>
article-2-headline: ଆନନ୍ଦ ଓ ଆହ୍ଲାଦର ସହ ଭଗବାନଙ୍କ ନାମ ଜପ <box>278 700 928 741</box>
article-paragraph: କରନ୍ତି। ପଶୁ, ପକ୍ଷୀ, କୀଟପତଙ୍ଗ ଓ ମାଛ ସୃଷ୍ଟି ଭଗବାନ ନିଜର କର୍ତ୍ତବ୍ୟ ସମ୍ପାଦନ କରନ୍ତି। କେବଳ ମଣିଷ ତାର ଦାୟିତ୍ୱ ଭୁଲି ଯାଇଛି। ପକ୍ଷୀମାନେ ଋତୁ ଓ ହେତୁର ଅନୁସରଣ କରନ୍ତି, କିନ୍ତୁ ମନୁଷ୍ୟର ଋତୁ ନାହିଁ କି ହେତୁ ନାହିଁ। ଏହି କାରଣରୁ ମାନବଜାତିକୁ ସୁଧାରିବା ପାଇଁ ଭଗବାନ ମନୁଷ୍ୟ ରୂପରେ ଅବତରଣ କରନ୍ତି। ଯଦି ଗୋଟିଏ ଚିଲ ଆମ ପାଖକୁ ଆସେ ଏବଂ ଆମର ଦୋଷ ଦେଖାଏ ତେବେ ଆମେ ତାକୁ ଢେଲା ମାରି ଉଡ଼େଇଦେବା। ସେଥିପାଇଁ ସେ ମାନବ ରୂପ ଧାରଣ କରନ୍ତି। ବୈଜ୍ଞାନିକମାନେ ପରୀକ୍ଷା କରିବାରେ ସବୁ ସମୟ ଅତିବାହିତ କରନ୍ତି। ତଥାପି ସେମାନେ ଅନୁଭୂତିବିହୀନ। ଆମେ ଏସବୁ ପରୀକ୍ଷାରୁ କ'ଣ ପାଉଛୁ? ଗତକାଲିର ଆବିଷ୍କାର ଆଜି ନୂଆ ଦିଶେ ଓ ଆଜିର ଆବିଷ୍କାର କାଲିକୁ ନୂଆ ଦିଶିବ। ଏହା ହିଁ ସାର। ଏହାର କିଛି ଉପଯୋଗିତା ନାହିଁ। ଭକ୍ତିପୂର୍ଣ୍ଣ ଆଚରଣ ଅପେକ୍ଷା ଶ୍ରେଷ୍ଠତର। ଆତ୍ମ ଜ୍ଞାନ ଶାନ୍ତି ଆଣେ। ଏଣୁ ଆମେ ଭଗବାନଙ୍କ ନାମ ଜପ କରିବା ଉଚିତ୍। <box>704 779 934 944</box>
article-paragraph: ମନୁଷ୍ୟଙ୍କୁ କେବଳ ଆମର ସମାଜର ପରମ୍ପରାରେ ଅର୍ଥପୂର୍ଣ୍ଣ ଜୀବନ ଯାପନ କରିବା ପାଇଁ ଚେଷ୍ଟା କରିବା ଉଚିତ୍। ଭଗବାନଙ୍କ ନାମ ଜପ କରିବା ଦ୍ୱାରା ମନ ଶାନ୍ତ ହୁଏ ଓ ଜୀବନରେ ଆନନ୍ଦ ଆସେ। <box>487 945 695 995</box>
section-subtitle: ଚଳନ୍ତି ସମୟର ଅବଶିଷ୍ଟାଂଶ <box>479 49 616 63</box>
article-paragraph: ଆପଣ ବାସ୍ତବିକତାରେ ସୁବାସିତ ମହକ ଅନୁଭବ କରୁଥିବେ। ସେହିପରି ଅନ୍ୟ କେଉଁଠି ଦୁର୍ଗନ୍ଧର ଅତିଷ୍ଠ ବାସ୍ନା ଆପଣଙ୍କୁ ବ୍ୟଥିତ କରିପାରେ। କଥାଟି ଏହିପରି ବାୟୁମଣ୍ଡଳରେ ଉଚ୍ଚ ଆକାରରେ ଧୂଳିକଣା ପବନରେ ମୁକ୍ତ ଭାବରେ ବିଚରଣ କରୁଥାଏ। କିନ୍ତୁ ଏହା କଳୁଷିତ ପାଣି ସହିତ ସମ୍ମିଶ୍ରିତ ହୋଇଗଲେ ଏହା ପାଲଟି ଯାଏ କାଦୁଅ। ମଲ୍ଲୀ ଫୁଲକୁ ବା ବିଭିନ୍ନ ବାସ୍ନାର ଫୁଲ ଗୁଡ଼ିକ ବାୟୁର ମାଧ୍ୟମରେ ନିଜ ସୌରଭ ବିତରଣ କରନ୍ତି। କିନ୍ତୁ ସେହି ବାୟୁ ଯେତେବେଳେ କୌଣସି ଦୂଷିତ ବସ୍ତୁ ବା ଦ୍ରବ୍ୟ ଉପରେ ଅବପାତ ହୁଏ ତମାମ ବାୟୁ ମଣ୍ଡଳଟି ଦୁର୍ଗନ୍ଧରେ ଭରିଯାଏ। ସେହିପରି ଆମେ ଶୁଆର ଉଦାହରଣ ଚର୍ଚ୍ଚାଥାଉ। ସାଧୁ ସଙ୍ଗରେ ବାସ କଲେ ରାମ ନାମ ଓ ଦୁର୍ଜନଙ୍କ ସହିତ ବାସ କଲେ ଗାଳି ଭାବ। ଅତଏବ ଏହାର ଅନୁସିଦ୍ଧାନ୍ତର ଅନ୍ତରାଳଟି ହେଉଛି ଆମେ ସଜ୍ଜନ ସଙ୍ଗରେ ରହିବା। <box>270 779 478 944</box>
article-2-column-1 <box>270 778 478 1085</box>
article-paragraph: ସେ କହିଥିଲେ ଯେ ପହଲଗାମ ଆତଙ୍କବାଦୀ ଆକ୍ରମଣ ପରେ ଭାରତୀୟ ସେନାର ଅପରେସନ ସିନ୍ଦୁର ମାଧ୍ୟମରେ ଭାରତୀୟ ସେନାର ବଳିଷ୍ଠତା ପ୍ରମାଣିତ ହୋଇଛି ଏହାର ଉଦାହରଣ। ସମାଜର ଏକତା ଓ ସେନାର ପରାକ୍ରମ ସ୍ପଷ୍ଟ କରିଛି ଯେ ଭାରତ ନିଜର ସୁରକ୍ଷା ପ୍ରତି ସଚେତନ ଓ ସମର୍ଥ। ଅପରେସନ ସିନ୍ଦୁର ସମୟରେ ବିଭିନ୍ନ ଦେଶ କେତେ ମାତ୍ରାରେ ଭାରତର କିଏ ମିତ୍ର ଓ କେତେ ମାତ୍ରାରେ ମିତ୍ର ତାହା ମଧ୍ୟ ସ୍ପଷ୍ଟ କରି ଦେଇଛି। ନକ୍ସଲବାଦ ନିୟନ୍ତ୍ରଣକୁ ନେଇ ମିଳିଥିବା ସଫଳତାର ମଧ୍ୟ ସେ ଉଲ୍ଲେଖ କରିଥିଲେ। ବିଭିନ୍ନ ପଡ଼ୋଶୀ ଦେଶରେ ହିଂସାତ୍ମକ ଉପଦ୍ରବ କରିଆରେ କ୍ଷମତା ପରିବର୍ତ୍ତନ ଉପରେ ମନ୍ତବ୍ୟ ଦେଇ ସେ କହିଛନ୍ତି ଯେ ଗଣତାନ୍ତ୍ରିକ ମୂଲ୍ୟବୋଧ କରିଥାରେ ମଧ୍ୟ ପରିବର୍ତ୍ତନ ସମ୍ଭବ। କ୍ରାନ୍ତି ନାମରେ ଏଭଳି ହିଂସାତ୍ମକ ଆନ୍ଦୋଳନ ଉଚିତ ନୁହେଁ ବରଂ ବିଦେଶୀ ଶକ୍ତି ମାନେ ଏଥିରୁ <box>270 489 478 654</box>
editorial-paragraph: ବାଣଫୁଟାର ପ୍ରଭାବ ଲୋକଙ୍କ ଉପରେ ପଡ଼ୁଛି। ବିଶେଷ କରି ଶିଶୁ, ବୃଦ୍ଧବୃଦ୍ଧା, ଶ୍ୱାସ ଓ ହୃଦରୋଗୀ ଉପରେ ବାଣଶବ୍ଦ ଏବଂ ବାୟୁ ପ୍ରଦୂଷଣ ଘାତକ ସାବ୍ୟସ୍ତ ହୋଇଛି। ଏହା ନିସନ୍ଦେହ ଯେ, ବାଣଫୁଟା ପ୍ରଭାବରେ ବିଷାକ୍ତ ଗ୍ୟାସ ଯୋଗୁଁ ଲୋକେ ଅଣନିଶ୍ୱାସୀ ହୋଇପଡ଼ିଥିବା କୁହାଯାଏ। ଏହା ସତ୍ୟ ଯେ, ଅମାନିଆ ଯୋଗୁଁ ଜୀବନ ଏବେ ବିପଦରେ। ବାୟୁ ଜୀବନ ରକ୍ଷକ ହୋଇଥିବା ଏବେ ଏବେ ପ୍ରଦୂଷିତ ବାୟୁ ଜୀବନ ନେବାର ମୁଖ୍ୟ କାରଣ ପାଲଟିଛି। ସ୍ୱଚ୍ଛ ବାୟୁ ପାଇଁ ବ୍ୟାପକ ସଚେତନତାର ଆବଶ୍ୟକତା ରହିଛି। ଏହା ନିଶ୍ଚିତ ଆମେ ନିଜେ ଯଦି ବାୟୁକୁ ସ୍ୱଚ୍ଛ, ପ୍ରଦୂଷଣ ମୁକ୍ତ ନରଖିବା ତେବେ ସ୍ୱଚ୍ଛ ବାୟୁ ପାଇବା ଦିନେ ଦୁଃସ୍ୱପ୍ନ ହୋଇଯିବ। ତେଣୁ ବାୟୁକୁ ପ୍ରଦୂଷଣମୁକ୍ତ ରଖିବା ଲାଗି ସମସ୍ତେ ସଂକଳ୍ପବଦ୍ଧ ହେବା ଲାଗି ସମୟ ଏବେ ଆସିଛି। ଅନ୍ୟ ବିପଦକୁ ଡାକି ଆଣିବା ସାର ହେବ। <box>19 805 251 986</box>
article-3-headline: ରାମଙ୍କ ଜନ୍ମ <box>344 1092 601 1146</box>
page-number: ୪ <box>922 94 933 113</box>
article-1-column-3 <box>704 232 934 685</box>
article-3-column-1 <box>14 1180 236 1487</box>
article-2-column-3-body <box>704 778 934 1061</box>
article-paragraph: ଅଶ୍ୱମେଧ ଯଜ୍ଞ ସମାପ୍ତି ହେବାପରେ ଆମନ୍ତ୍ରିତ ଅତିଥି ଓ ଅନ୍ୟମାନେ ଫେରିଗଲେ। ଋଷ୍ୟଶୃଙ୍ଗ ମଧ୍ୟ ନିଜ ଦେଶକୁ ଫେରିଲେ। ଦ୍ୱାଦଶ ମାସ ପୂର୍ଣ୍ଣ ହୋଇବା କୌଶଲ୍ୟା ଚୈତ୍ର ନବମୀ ତିଥି ପୁନର୍ବସୁ ନକ୍ଷତ୍ରରେ ରାମଙ୍କୁ ଜନ୍ମ କଲେ। କୈକେୟୀ ପୁଷ୍ୟା ନକ୍ଷତ୍ରରେ ଭରତଙ୍କୁ ଏବଂ ସୁମିତ୍ରା ଲକ୍ଷ୍ମଣ ଓ ଶତ୍ରୁଘ୍ନଙ୍କୁ ଜନ୍ମ ଦେଲେ। ଗନ୍ଧର୍ବଗଣ ମଧୁର ସଂଗୀତ ଏବଂ ଅପସରାମାନେ ନୃତ୍ୟ କଲେ। ଦେବଗଣ ଦୁନ୍ଦୁଭି ଧ୍ୱନି ଏବଂ ଆକାଶରୁ ପୁଷ୍ପ ବୃଷ୍ଟି କଲେ। ଅଯୋଧ୍ୟା ଏହାର <box>476 1412 698 1500</box>
article-paragraph: ସଂସାରରେ ଯେତେ ଜୀବ ଅଛନ୍ତି ସମସ୍ତଙ୍କ ପାଇଁ ଭଗବାନଙ୍କ କୃପା ସମାନ ଭାବରେ ପ୍ରବାହିତ। 'ଏହି ସଂସାରକୁ କରୁଣା କରିବା ଭଗବାନଙ୍କ ସ୍ୱଭାବ'। ଏହି ଅନୁଭବରେ ଆମେ ମନରେ ଆନନ୍ଦ ଧାରଣ କରିବା। ଯିଏ ଏହି ସତ୍ୟକୁ ବୁଝିପାରେ ତା ପାଇଁ ସବୁ କର୍ମ ଉପାସନା। ସଂସାରରେ ରହି ସମସ୍ତ କର୍ମ କରି ସୁଦ୍ଧା ଭଗବାନଙ୍କ ଉପରେ ଆସ୍ଥା ରଖି ପ୍ରତିଟି ମୁହୂର୍ତ୍ତ ଆନନ୍ଦରେ ବିତାଇବା ହିଁ ଜୀବନର ଲକ୍ଷ୍ୟ। <box>270 997 478 1085</box>
article-paragraph: କୃଷ୍ଣକାୟ ରକ୍ତାମ୍ବରଧାରୀ। ମୁହଁ ରକ୍ତବର୍ଣ୍ଣ କଣ୍ଠ ସ୍ୱର ଦୁନ୍ଦୁଭିଭଳି। ସେ ଶୁଭ ଲକ୍ଷଣ ସମ୍ପନ୍ନ ଦିବ୍ୟ ଆଭରଣରେ ଶୋଭିତ ପର୍ବତ ପରି ଉନ୍ନତ ଶରୀର। ତାଙ୍କ ଆକାର ଦିବାକରଙ୍କ ଦୀପ୍ତ, ଅନଳ ଶିଖା ପରି। ତାଙ୍କ ହାତରେ ତପ୍ତ କାଞ୍ଚନ ରଚିତ ପାତ୍ରରେ ପାୟସ ପରିପୂର୍ଣ୍ଣ ଏକ ବୃହତ୍ ପାତ୍ର। ଯଜ୍ଞାଗ୍ନି ଭିତରୁ ଉଠୁଥିବା ଦେବତା ଦଶରଥଙ୍କୁ କହିଲେ - ମୁଁ ପ୍ରଜାପତିଙ୍କ ଦ୍ୱାରା ପ୍ରେରିତ ପୁରୁଷ। ମହାରାଜ! ଏଇ ଦେବ ନିର୍ମିତ ସନ୍ତାନଦାୟକ ପାୟସ ଆପଣଙ୍କର ପତ୍ନୀମାନଙ୍କ ମଧ୍ୟରେ ବାଣ୍ଟି ଖାଇବାକୁ ଦିଅନ୍ତୁ। ଦଶରଥ ସେଇ ଦେବ ନିର୍ମିତ ସନ୍ତାନଦାୟକ ପାୟସ ପାତ୍ର ଗ୍ରହଣ କରି ମସ୍ତକରେ ଛୁଇଁଲେ। ତା'ପରେ ଅନ୍ତଃପୁରକୁ ଯାଇ ପାୟସର ଅର୍ଦ୍ଧାଂଶ <box>245 1347 467 1474</box>
article-paragraph: ଆଗେ ବ୍ୟବସ୍ଥା କରନ୍ତୁ। ବ୍ରହ୍ମା କହିଲେ - ରାବଣ ମୋ ପାଖରୁ ବର ମାଗିଥିଲା ଗନ୍ଧର୍ବ, ଯକ୍ଷ ଓ ରାକ୍ଷସ ହାତରେ ତା'ର ମୃତ୍ୟୁ ହେବ ନାହିଁ। ମୁଁ ମଧ୍ୟ ତାକୁ ସେଇ ବର ଦେଇଥିଲି। ସେ ଅବଜ୍ଞା କରି ମଣିଷମାନଙ୍କ ନାମ ଉଚ୍ଚାରଣ କରିନଥିଲା। ତେଣୁ ସେଇ ମଣିଷ ହିଁ ତାକୁ ବଧ କରିବ। <box>245 1181 467 1230</box>
article-paragraph: ଶ୍ରୀ ଭାଗବତ ଦେଶର ଅର୍ଥନୀତିର ପ୍ରଗତିକୁ ସକାରାତ୍ମକ ବୋଲି ଉଲ୍ଲେଖ କରିବା ସହ କହିଥିଲେ ଯେ ବର୍ତ୍ତମାନର ଉପଭୋଗବାଦୀ ବିକାଶ ମଡେଲର କୁଫଳ ବର୍ତ୍ତମାନ ସାମ୍ନାକୁ ଆସୁଛି। ଉପଭୋଗବାଦୀ ବିକାଶ ମଡେଲ କାରଣରୁ ଶୋଷଣର ନୂଆ ତନ୍ତ୍ର, ପରିବେଶର ହାନି ଏବଂ ମାନବୀୟ ସମ୍ପର୍କରେ ଅବନତି ଘଟୁଛି। ଏସବୁ ଚ୍ୟାଲେଞ୍ଜ ଭାରତ ସମ୍ମୁଖରେ ମଧ୍ୟ ଅଛି। ଏହାର ସମାଧାନ କେବଳ 'ସ୍ୱଦେଶୀ' ଓ 'ସ୍ୱାବଲମ୍ବନ' ନୀତି ଦ୍ୱାରା ସମ୍ଭବ। ଶ୍ରୀ ଭାଗବତ ବିଶେଷ କରି ହିମାଳୟରେ ହେଉଥିବା ଜଳବାୟୁ ସଙ୍କଟ ଏବଂ ଦକ୍ଷିଣ ଏସିଆ ଉପରେ ତାହାର ପ୍ରଭାବ ବିଷୟରେ ଧ୍ୟାନ ଆକର୍ଷଣ କରିଥିଲେ। ସେ ସଚେତନ କରିଥିଲେ ଯେ ଭାରତକୁ ଏହା ଉପରେ ଗୁରୁତ୍ୱର ସହିତ ବିଚାର କରିବାକୁ ପଡ଼ିବ, କାରଣ ପରିବେଶୀୟ ଅସନ୍ତୁଳନ ସିଧାସଳଖ ଆମ ଜୀବନକୁ ପ୍ରଭାବିତ କରୁଛି। <box>487 271 695 436</box>
